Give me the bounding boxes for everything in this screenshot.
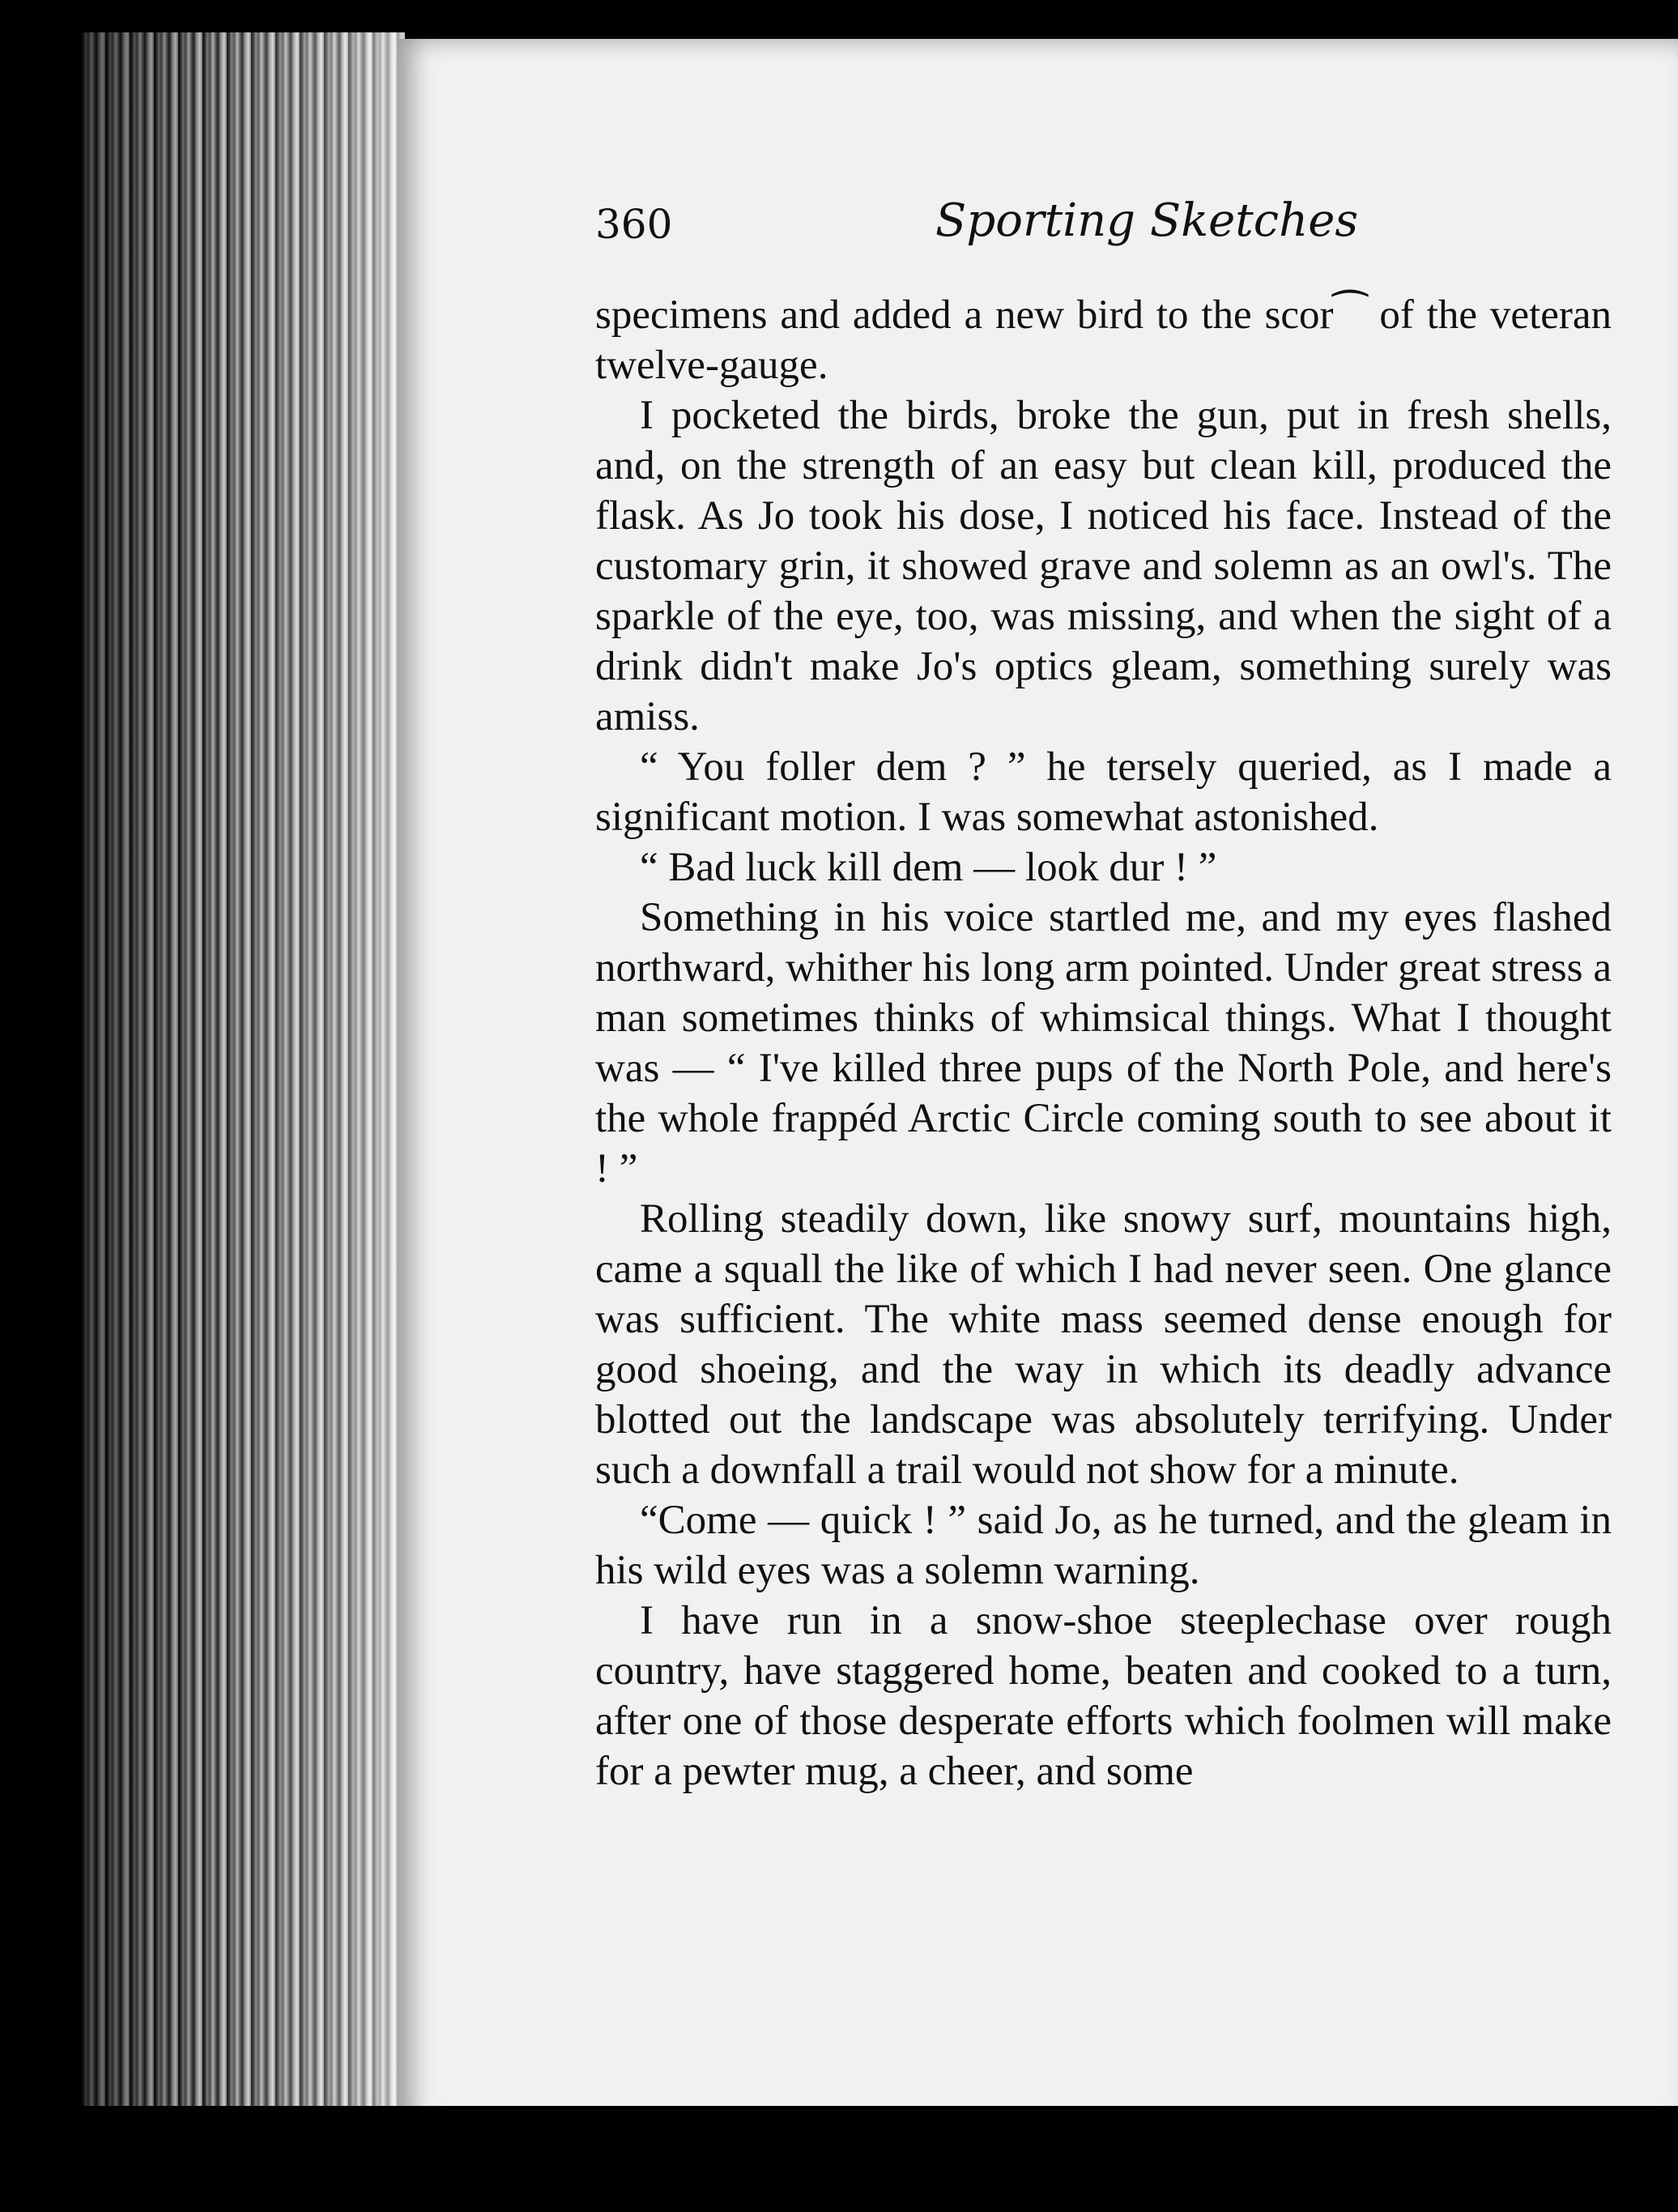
paragraph: Rolling steadily down, like snowy surf, mountains high, came a squall the like of which I had never seen. One glance was sufficient. The white mass seemed dense enough for good shoeing, and the way in which its deadly advance blotted out the landscape was absolutely terrifying. Under such a downfall a trail would not show for a minute.: [595, 1196, 1612, 1493]
paragraph: specimens and added a new bird to the scor⁀ of the veteran twelve-gauge.: [595, 292, 1612, 388]
bottom-shadow: [81, 2106, 1678, 2212]
paragraph: I have run in a snow-shoe steeplechase over rough country, have staggered home, beaten and cooked to a turn, after one of those desperate efforts which foolmen will make for a pewter mug, a cheer, and some: [595, 1598, 1612, 1794]
paragraph: “Come — quick ! ” said Jo, as he turned, and the gleam in his wild eyes was a solemn warning.: [595, 1498, 1612, 1593]
page-number: 360: [595, 201, 673, 248]
paragraph: Something in his voice startled me, and my eyes flashed northward, whither his long arm pointed. Under great stress a man sometimes thinks of whimsical things. What I thought was — “ I've killed three pups of the North Pole, and here's the whole frappéd Arctic Circle coming south to see about it ! ”: [595, 895, 1612, 1191]
running-head: [595, 194, 1616, 259]
paragraph: “ Bad luck kill dem — look dur ! ”: [640, 845, 1217, 890]
running-title: Sporting Sketches: [935, 194, 1359, 247]
book-page-edges: [81, 32, 405, 2138]
paragraph: “ You foller dem ? ” he tersely queried, as I made a significant motion. I was somewhat astonished.: [595, 744, 1612, 840]
paragraph: I pocketed the birds, broke the gun, put in fresh shells, and, on the strength of an easy but clean kill, produced the flask. As Jo took his dose, I noticed his face. Instead of the customary grin, it showed grave and solemn as an owl's. The sparkle of the eye, too, was missing, and when the sight of a drink didn't make Jo's optics gleam, something surely was amiss.: [595, 393, 1612, 739]
body-text: [595, 290, 1612, 1796]
